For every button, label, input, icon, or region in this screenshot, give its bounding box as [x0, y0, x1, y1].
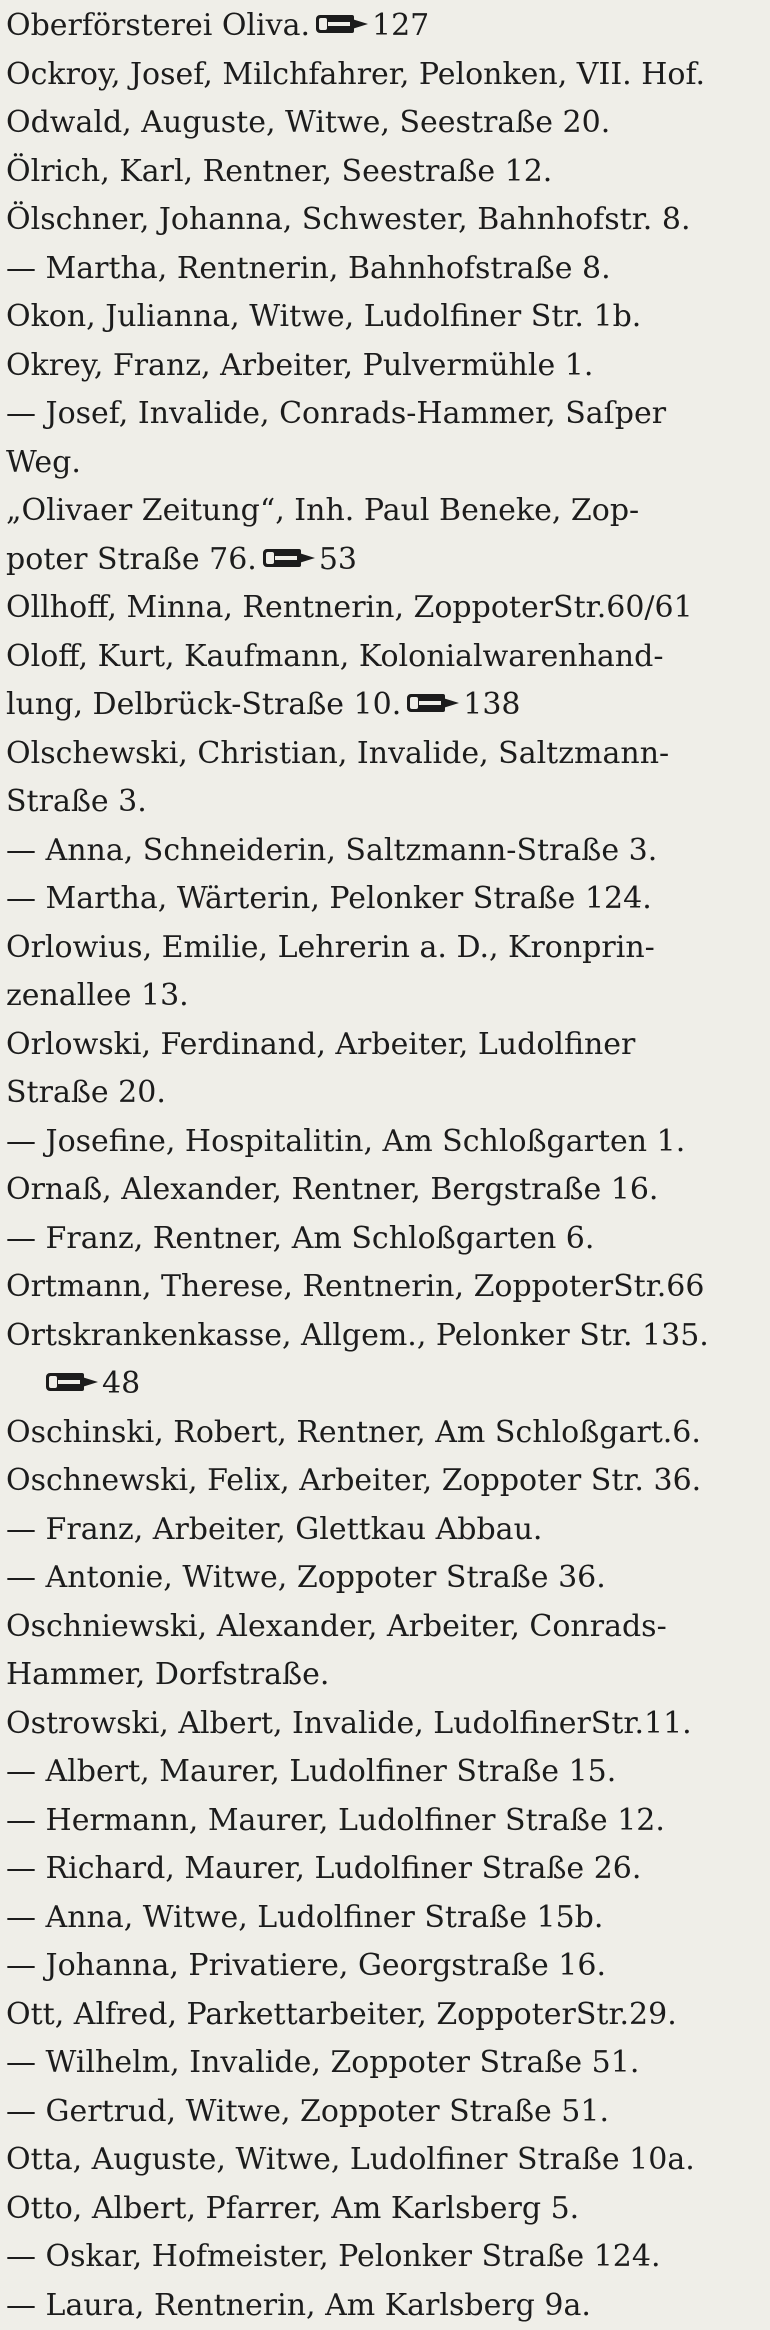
- entry-line: Ollhoff, Minna, Rentnerin, ZoppoterStr.60/61: [6, 584, 762, 633]
- entry-line: Ostrowski, Albert, Invalide, LudolfinerStr.11.: [6, 1700, 762, 1749]
- directory-entry: [6, 390, 762, 487]
- directory-entry: [6, 875, 762, 924]
- entry-line: — Anna, Schneiderin, Saltzmann-Straße 3.: [6, 827, 762, 876]
- entry-line: Oschniewski, Alexander, Arbeiter, Conrads-: [6, 1603, 762, 1652]
- entry-line: — Albert, Maurer, Ludolfiner Straße 15.: [6, 1748, 762, 1797]
- directory-entry: [6, 2088, 762, 2137]
- entry-line: Ortskrankenkasse, Allgem., Pelonker Str. 135.: [6, 1312, 762, 1361]
- telephone-receiver-icon: [46, 1373, 98, 1391]
- entry-line: Orlowski, Ferdinand, Arbeiter, Ludolfiner: [6, 1021, 762, 1070]
- directory-entry: [6, 730, 762, 827]
- directory-entry: [6, 827, 762, 876]
- directory-entry: [6, 1263, 762, 1312]
- entry-line: — Martha, Rentnerin, Bahnhofstraße 8.: [6, 245, 762, 294]
- entry-line: Straße 3.: [6, 778, 762, 827]
- entry-line: poter Straße 76.: [6, 542, 257, 577]
- directory-entry: [6, 2, 762, 51]
- entry-line: Ott, Alfred, Parkettarbeiter, ZoppoterStr.29.: [6, 1991, 762, 2040]
- entry-line: — Oskar, Hofmeister, Pelonker Straße 124.: [6, 2233, 762, 2282]
- entry-line: Orlowius, Emilie, Lehrerin a. D., Kronprin-: [6, 924, 762, 973]
- telephone-receiver-icon: [407, 694, 459, 712]
- directory-entry: [6, 1215, 762, 1264]
- telephone-receiver-icon: [316, 15, 368, 33]
- directory-entry: [6, 99, 762, 148]
- entry-line: — Gertrud, Witwe, Zoppoter Straße 51.: [6, 2088, 762, 2137]
- telephone-receiver-icon: [263, 549, 315, 567]
- entry-line: — Anna, Witwe, Ludolfiner Straße 15b.: [6, 1894, 762, 1943]
- entry-line: Ölrich, Karl, Rentner, Seestraße 12.: [6, 148, 762, 197]
- directory-entry: [6, 1797, 762, 1846]
- phone-number: 138: [463, 687, 520, 722]
- directory-entry: [6, 1554, 762, 1603]
- entry-line: — Franz, Arbeiter, Glettkau Abbau.: [6, 1506, 762, 1555]
- directory-entry: [6, 1021, 762, 1118]
- phone-line: [6, 1360, 762, 1409]
- entry-line: Otto, Albert, Pfarrer, Am Karlsberg 5.: [6, 2185, 762, 2234]
- entry-line: — Josefine, Hospitalitin, Am Schloßgarten 1.: [6, 1118, 762, 1167]
- entry-line: „Olivaer Zeitung“, Inh. Paul Beneke, Zop-: [6, 487, 762, 536]
- entry-line: Olschewski, Christian, Invalide, Saltzmann-: [6, 730, 762, 779]
- directory-entry: [6, 1166, 762, 1215]
- directory-entry: [6, 1748, 762, 1797]
- directory-entry: [6, 1457, 762, 1506]
- directory-entry: [6, 1603, 762, 1700]
- directory-entry: [6, 2136, 762, 2185]
- entry-line: Odwald, Auguste, Witwe, Seestraße 20.: [6, 99, 762, 148]
- entry-line: Hammer, Dorfstraße.: [6, 1651, 762, 1700]
- directory-entry: [6, 196, 762, 245]
- directory-entry: [6, 924, 762, 1021]
- entry-line: Okrey, Franz, Arbeiter, Pulvermühle 1.: [6, 342, 762, 391]
- directory-entry: [6, 342, 762, 391]
- directory-entry: [6, 1409, 762, 1458]
- entry-line: — Martha, Wärterin, Pelonker Straße 124.: [6, 875, 762, 924]
- entry-line: — Antonie, Witwe, Zoppoter Straße 36.: [6, 1554, 762, 1603]
- entry-line: lung, Delbrück-Straße 10.: [6, 687, 401, 722]
- entry-line: Ornaß, Alexander, Rentner, Bergstraße 16.: [6, 1166, 762, 1215]
- entry-line: Weg.: [6, 439, 762, 488]
- directory-entry: [6, 1118, 762, 1167]
- directory-entry: [6, 1845, 762, 1894]
- entry-line: — Josef, Invalide, Conrads-Hammer, Saſper: [6, 390, 762, 439]
- directory-entry: [6, 1894, 762, 1943]
- directory-entry: [6, 2039, 762, 2088]
- directory-entry: [6, 2282, 762, 2330]
- entry-line: — Franz, Rentner, Am Schloßgarten 6.: [6, 1215, 762, 1264]
- entry-line: Oschnewski, Felix, Arbeiter, Zoppoter Str. 36.: [6, 1457, 762, 1506]
- directory-entry: [6, 487, 762, 584]
- entry-line: Ölschner, Johanna, Schwester, Bahnhofstr. 8.: [6, 196, 762, 245]
- entry-line: Straße 20.: [6, 1069, 762, 1118]
- directory-entry: [6, 584, 762, 633]
- entry-line: Ockroy, Josef, Milchfahrer, Pelonken, VII. Hof.: [6, 51, 762, 100]
- entry-line: zenallee 13.: [6, 972, 762, 1021]
- directory-entry: [6, 1991, 762, 2040]
- entry-line: Oloff, Kurt, Kaufmann, Kolonialwarenhand-: [6, 633, 762, 682]
- directory-entry: [6, 1700, 762, 1749]
- entry-line: — Johanna, Privatiere, Georgstraße 16.: [6, 1942, 762, 1991]
- directory-entry: [6, 293, 762, 342]
- directory-entry: [6, 2233, 762, 2282]
- directory-entry: [6, 1312, 762, 1409]
- directory-entry: [6, 1942, 762, 1991]
- entry-line: — Wilhelm, Invalide, Zoppoter Straße 51.: [6, 2039, 762, 2088]
- directory-entry: [6, 633, 762, 730]
- entry-line: Ortmann, Therese, Rentnerin, ZoppoterStr.66: [6, 1263, 762, 1312]
- directory-entry: [6, 1506, 762, 1555]
- entry-line: Oschinski, Robert, Rentner, Am Schloßgart.6.: [6, 1409, 762, 1458]
- phone-number: 53: [319, 542, 357, 577]
- directory-entry: [6, 2185, 762, 2234]
- entry-line: — Laura, Rentnerin, Am Karlsberg 9a.: [6, 2282, 762, 2330]
- entry-line: — Richard, Maurer, Ludolfiner Straße 26.: [6, 1845, 762, 1894]
- directory-entry: [6, 245, 762, 294]
- entry-line: Okon, Julianna, Witwe, Ludolfiner Str. 1b.: [6, 293, 762, 342]
- entry-line: — Hermann, Maurer, Ludolfiner Straße 12.: [6, 1797, 762, 1846]
- phone-number: 127: [372, 8, 429, 43]
- phone-number: 48: [102, 1366, 140, 1401]
- directory-entry: [6, 148, 762, 197]
- entry-line: Oberförsterei Oliva.: [6, 8, 310, 43]
- entry-line: Otta, Auguste, Witwe, Ludolfiner Straße 10a.: [6, 2136, 762, 2185]
- directory-entry: [6, 51, 762, 100]
